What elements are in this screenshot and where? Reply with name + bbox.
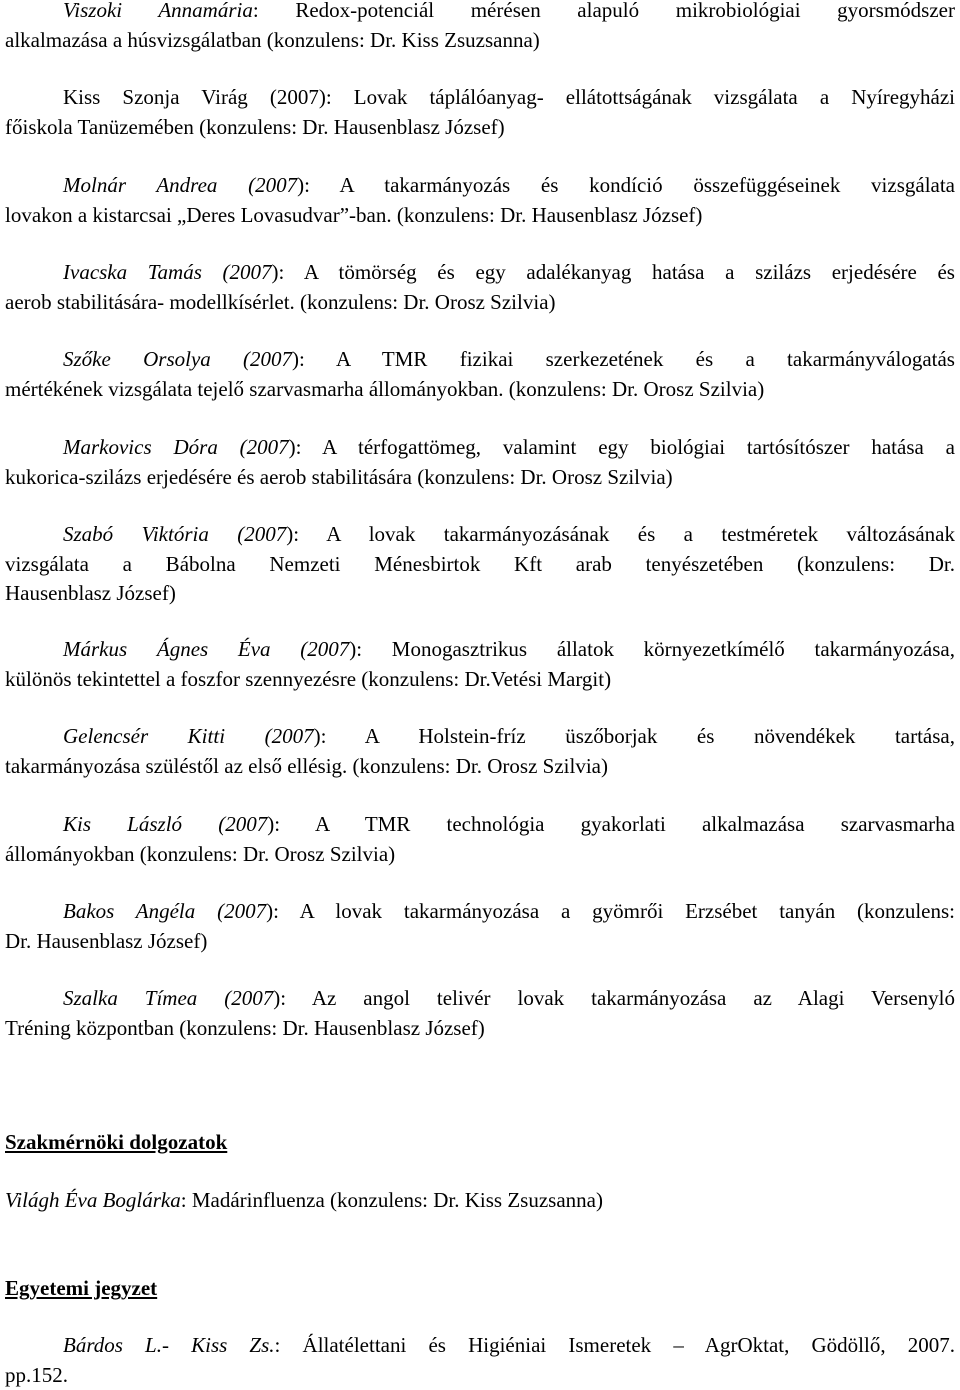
entry-line-2: különös tekintettel a foszfor szennyezésre (konzulens: Dr.Vetési Margit) [5, 665, 955, 695]
entry-author: Szabó Viktória (2007 [63, 522, 286, 546]
entry-line-1 [5, 984, 955, 1014]
entry-author: Bakos Angéla (2007 [63, 899, 266, 923]
section-heading-jegyzet: Egyetemi jegyzet [5, 1274, 157, 1303]
entry-title: ): A lovak takarmányozásának és a testméretek változásának [286, 522, 955, 546]
entry-line-3: Hausenblasz József) [5, 579, 955, 609]
entry-title: ): A TMR fizikai szerkezetének és a takarmányválogatás [292, 347, 955, 371]
entry-line-1 [5, 520, 955, 550]
entry-title: ): A Holstein-fríz üszőborjak és növendékek tartása, [314, 724, 955, 748]
entry-title: : Redox-potenciál mérésen alapuló mikrobiológiai gyorsmódszer [253, 0, 955, 22]
entry-line-2: takarmányozása szüléstől az első ellésig. (konzulens: Dr. Orosz Szilvia) [5, 752, 955, 782]
entry-author: Kis László (2007 [63, 812, 267, 836]
thesis-entry [5, 83, 955, 142]
entry-line-1 [5, 171, 955, 201]
thesis-entry [5, 433, 955, 492]
entry-line-2: aerob stabilitására- modellkísérlet. (konzulens: Dr. Orosz Szilvia) [5, 288, 955, 318]
entry-line-1 [5, 258, 955, 288]
thesis-entry [5, 635, 955, 694]
jegyzet-entry [5, 1331, 955, 1390]
entry-title: ): A lovak takarmányozása a gyömrői Erzsébet tanyán (konzulens: [266, 899, 955, 923]
entry-line-2: mértékének vizsgálata tejelő szarvasmarha állományokban. (konzulens: Dr. Orosz Szilvia) [5, 375, 955, 405]
entry-author: Gelencsér Kitti (2007 [63, 724, 314, 748]
thesis-entry [5, 984, 955, 1043]
entry-line-1 [5, 897, 955, 927]
entry-line-1 [5, 433, 955, 463]
entry-line-1 [5, 1331, 955, 1361]
thesis-entry [5, 810, 955, 869]
thesis-entry [5, 258, 955, 317]
entry-author: Viszoki Annamária [63, 0, 253, 22]
entry-title: ): A tömörség és egy adalékanyag hatása a szilázs erjedésére és [272, 260, 955, 284]
entry-author: Molnár Andrea (2007 [63, 173, 297, 197]
entry-title: ): Az angol telivér lovak takarmányozása az Alagi Versenyló [273, 986, 955, 1010]
szakmernoki-entry [5, 1186, 955, 1216]
entry-title: ): Monogasztrikus állatok környezetkímélő takarmányozása, [349, 637, 955, 661]
thesis-entry [5, 171, 955, 230]
entry-title: : Állatélettani és Higiéniai Ismeretek – AgrOktat, Gödöllő, 2007. [275, 1333, 955, 1357]
thesis-entry [5, 345, 955, 404]
thesis-entry [5, 520, 955, 609]
entry-line-2: pp.152. [5, 1361, 955, 1390]
thesis-entry [5, 0, 955, 55]
entry-line-1 [5, 635, 955, 665]
entry-author: Bárdos L.- Kiss Zs. [63, 1333, 275, 1357]
entry-line-2: állományokban (konzulens: Dr. Orosz Szilvia) [5, 840, 955, 870]
entry-line-1 [5, 810, 955, 840]
entry-title-part: főiskola Tanüzemében (konzulens: Dr. Hausenblasz József) [5, 115, 505, 139]
entry-title: : Madárinfluenza (konzulens: Dr. Kiss Zsuzsanna) [181, 1188, 603, 1212]
entry-author: Markovics Dóra (2007 [63, 435, 289, 459]
entry-title: ): A takarmányozás és kondíció összefüggéseinek vizsgálata [297, 173, 955, 197]
entry-author: Ivacska Tamás (2007 [63, 260, 272, 284]
entry-line-2: kukorica-szilázs erjedésére és aerob stabilitására (konzulens: Dr. Orosz Szilvia) [5, 463, 955, 493]
entry-line-2: Dr. Hausenblasz József) [5, 927, 955, 957]
entry-title: ): A térfogattömeg, valamint egy biológiai tartósítószer hatása a [289, 435, 955, 459]
entry-title: ): A TMR technológia gyakorlati alkalmazása szarvasmarha [267, 812, 955, 836]
entry-line-1 [5, 722, 955, 752]
entry-line-2: vizsgálata a Bábolna Nemzeti Ménesbirtok Kft arab tenyészetében (konzulens: Dr. [5, 550, 955, 580]
entry-line-2: lovakon a kistarcsai „Deres Lovasudvar”-ban. (konzulens: Dr. Hausenblasz József) [5, 201, 955, 231]
thesis-entry [5, 722, 955, 781]
entry-line-1 [5, 1186, 955, 1216]
entry-line-1: Kiss Szonja Virág (2007): Lovak táplálóanyag- ellátottságának vizsgálata a Nyíregyházi [5, 83, 955, 113]
entry-author: Márkus Ágnes Éva (2007 [63, 637, 349, 661]
entry-line-1 [5, 345, 955, 375]
entry-line-2: alkalmazása a húsvizsgálatban (konzulens: Dr. Kiss Zsuzsanna) [5, 26, 955, 56]
entry-line-1 [5, 0, 955, 26]
entry-line-2: Tréning központban (konzulens: Dr. Hausenblasz József) [5, 1014, 955, 1044]
section-heading-szakmernoki: Szakmérnöki dolgozatok [5, 1128, 227, 1157]
entry-author: Szőke Orsolya (2007 [63, 347, 292, 371]
entry-author: Világh Éva Boglárka [5, 1188, 181, 1212]
entry-author: Szalka Tímea (2007 [63, 986, 273, 1010]
entry-line-2 [5, 113, 955, 143]
thesis-entry [5, 897, 955, 956]
